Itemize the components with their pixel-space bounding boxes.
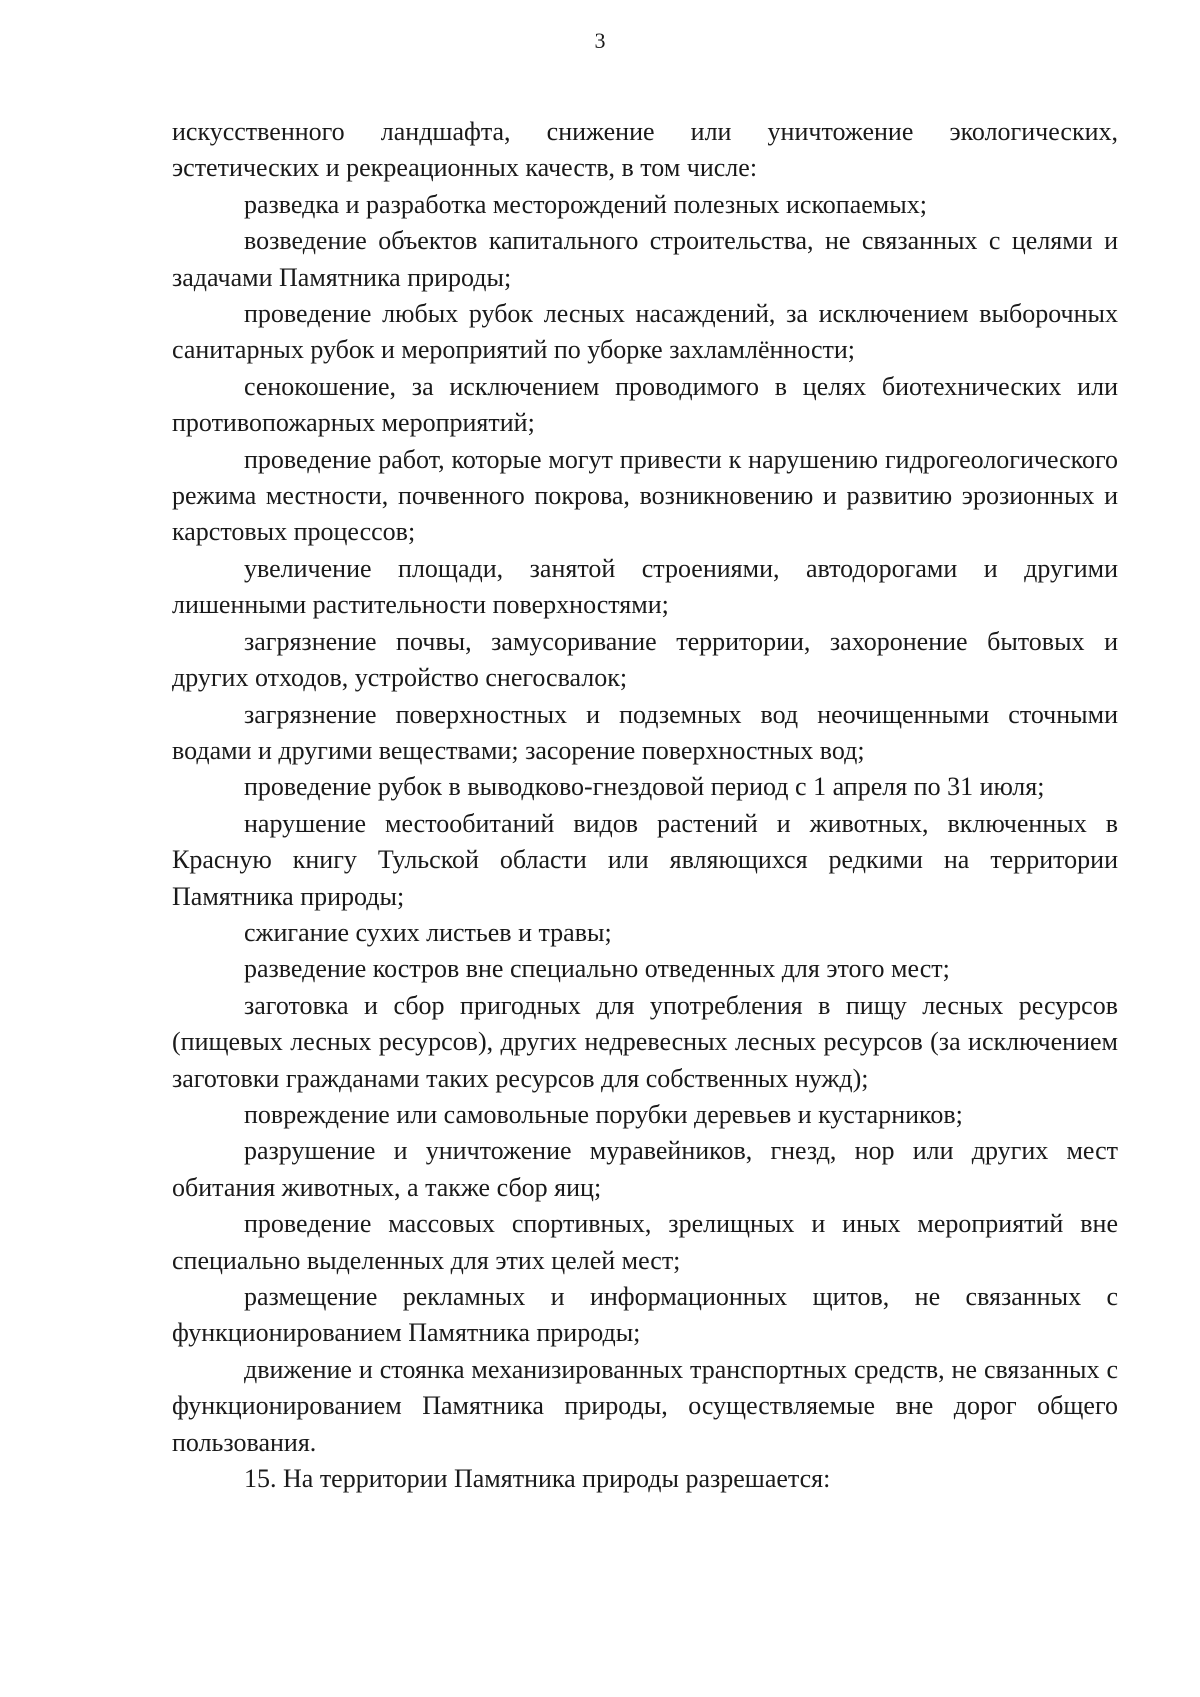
document-body	[172, 114, 1118, 1497]
list-item: проведение рубок в выводково-гнездовой период с 1 апреля по 31 июля;	[244, 772, 1045, 802]
numbered-clause: 15. На территории Памятника природы разрешается:	[244, 1464, 831, 1494]
list-item: сжигание сухих листьев и травы;	[244, 917, 612, 947]
list-item: разрушение и уничтожение муравейников, гнезд, нор или других мест обитания животных, а также сбор яиц;	[172, 1136, 1118, 1202]
list-item: проведение массовых спортивных, зрелищных и иных мероприятий вне специально выделенных для этих целей мест;	[172, 1209, 1118, 1275]
list-item: размещение рекламных и информационных щитов, не связанных с функционированием Памятника природы;	[172, 1282, 1118, 1348]
list-item: заготовка и сбор пригодных для употребления в пищу лесных ресурсов (пищевых лесных ресурсов), других недревесных лесных ресурсов (за исключением заготовки гражданами таких ресурсов для собственных нужд);	[172, 990, 1118, 1093]
list-item: движение и стоянка механизированных транспортных средств, не связанных с функционированием Памятника природы, осуществляемые вне дорог общего пользования.	[172, 1354, 1118, 1457]
list-item: загрязнение поверхностных и подземных вод неочищенными сточными водами и другими веществами; засорение поверхностных вод;	[172, 699, 1118, 765]
list-item: сенокошение, за исключением проводимого в целях биотехнических или противопожарных мероприятий;	[172, 371, 1118, 438]
page-number: 3	[594, 28, 606, 53]
list-item: повреждение или самовольные порубки деревьев и кустарников;	[244, 1099, 963, 1129]
list-item: разведение костров вне специально отведенных для этого мест;	[244, 954, 950, 984]
list-item: нарушение местообитаний видов растений и животных, включенных в Красную книгу Тульской области или являющихся редкими на территории Памятника природы;	[172, 808, 1118, 911]
list-item: загрязнение почвы, замусоривание территории, захоронение бытовых и других отходов, устройство снегосвалок;	[172, 626, 1118, 693]
list-item: возведение объектов капитального строительства, не связанных с целями и задачами Памятника природы;	[172, 226, 1118, 292]
list-item: проведение любых рубок лесных насаждений, за исключением выборочных санитарных рубок и мероприятий по уборке захламлённости;	[172, 299, 1118, 365]
list-item: проведение работ, которые могут привести к нарушению гидрогеологического режима местности, почвенного покрова, возникновению и развитию эрозионных и карстовых процессов;	[172, 444, 1118, 547]
list-item: увеличение площади, занятой строениями, автодорогами и другими лишенными растительности поверхностями;	[172, 553, 1118, 620]
paragraph-continuation: искусственного ландшафта, снижение или уничтожение экологических, эстетических и рекреационных качеств, в том числе:	[172, 117, 1118, 183]
list-item: разведка и разработка месторождений полезных ископаемых;	[244, 189, 927, 219]
